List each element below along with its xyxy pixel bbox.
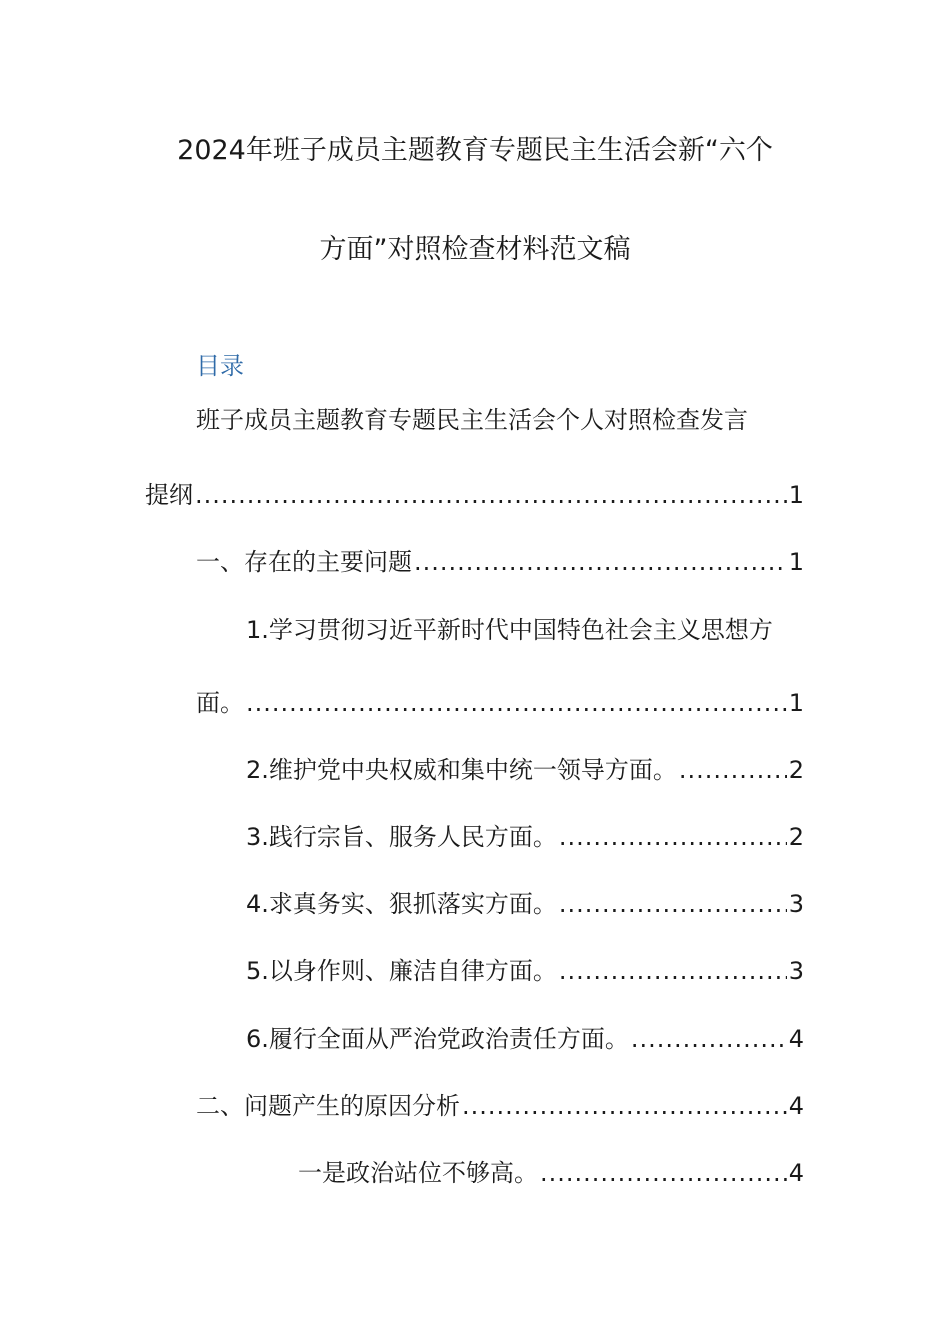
dot-leader [679, 752, 787, 788]
toc-page-number: 1 [788, 548, 804, 576]
toc-page-number: 2 [788, 756, 804, 784]
toc-entry[interactable] [145, 477, 804, 513]
toc-entry[interactable] [196, 1088, 804, 1124]
toc-page-number: 3 [788, 957, 804, 985]
toc-entry-label: 5.以身作则、廉洁自律方面。 [246, 957, 557, 985]
toc-page-number: 1 [788, 689, 804, 717]
toc-page-number: 4 [788, 1092, 804, 1120]
toc-entry[interactable] [196, 685, 804, 721]
toc-entry-label: 一是政治站位不够高。 [298, 1159, 538, 1187]
toc-entry-label: 2.维护党中央权威和集中统一领导方面。 [246, 756, 677, 784]
toc-entry-label: 提纲 [145, 481, 193, 509]
dot-leader [559, 953, 787, 989]
toc-entry-line-1[interactable]: 班子成员主题教育专题民主生活会个人对照检查发言 [196, 406, 748, 434]
toc-page-number: 3 [788, 890, 804, 918]
dot-leader [559, 886, 787, 922]
dot-leader [195, 477, 787, 513]
toc-entry[interactable] [246, 1021, 804, 1057]
toc-entry[interactable] [246, 752, 804, 788]
toc-page-number: 1 [788, 481, 804, 509]
toc-page-number: 4 [788, 1025, 804, 1053]
toc-entry[interactable] [246, 819, 804, 855]
toc-heading: 目录 [196, 352, 244, 380]
toc-entry-label: 面。 [196, 689, 244, 717]
dot-leader [559, 819, 787, 855]
toc-entry[interactable] [298, 1155, 804, 1191]
toc-entry[interactable] [246, 886, 804, 922]
toc-entry-label: 6.履行全面从严治党政治责任方面。 [246, 1025, 629, 1053]
document-title-line-1: 2024年班子成员主题教育专题民主生活会新“六个 [177, 135, 773, 166]
toc-entry-line-1[interactable]: 1.学习贯彻习近平新时代中国特色社会主义思想方 [246, 616, 773, 644]
toc-page-number: 2 [788, 823, 804, 851]
dot-leader [462, 1088, 787, 1124]
toc-entry-label: 4.求真务实、狠抓落实方面。 [246, 890, 557, 918]
dot-leader [414, 544, 787, 580]
dot-leader [631, 1021, 787, 1057]
toc-entry-label: 一、存在的主要问题 [196, 548, 412, 576]
toc-entry-label: 3.践行宗旨、服务人民方面。 [246, 823, 557, 851]
dot-leader [246, 685, 787, 721]
document-title-line-2: 方面”对照检查材料范文稿 [319, 234, 631, 265]
toc-page-number: 4 [788, 1159, 804, 1187]
toc-entry[interactable] [246, 953, 804, 989]
toc-entry[interactable] [196, 544, 804, 580]
dot-leader [540, 1155, 787, 1191]
toc-entry-label: 二、问题产生的原因分析 [196, 1092, 460, 1120]
